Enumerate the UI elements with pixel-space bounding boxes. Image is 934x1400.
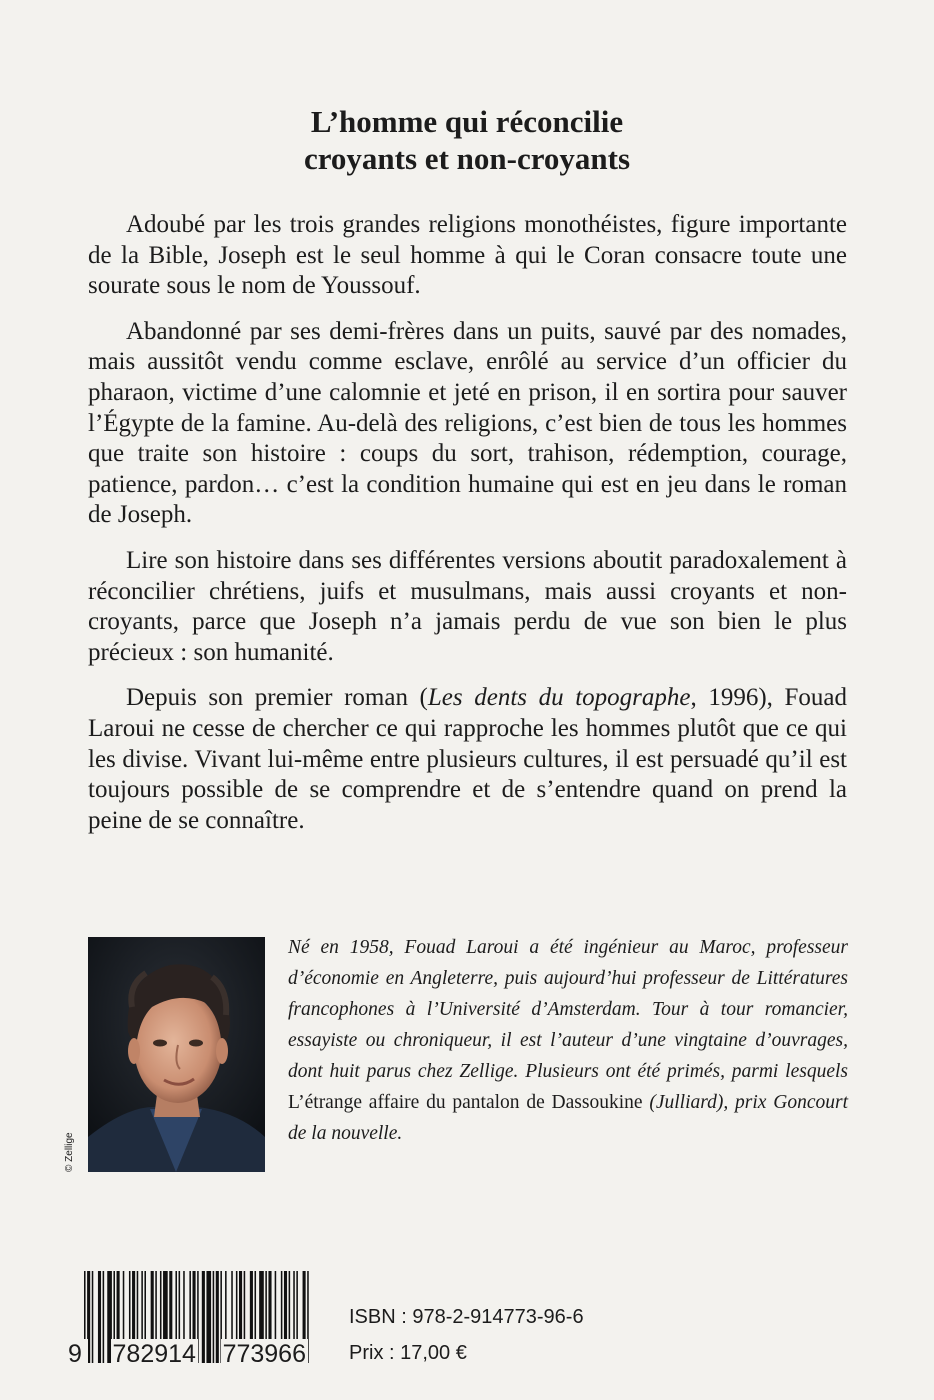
title-line-1: L’homme qui réconcilie — [310, 104, 624, 139]
barcode-digits — [68, 1339, 308, 1369]
paragraph-3: Lire son histoire dans ses différentes versions aboutit paradoxalement à réconcilier chrétiens, juifs et musulmans, mais aussi croyants et non-croyants, parce que Joseph n’a jamais perdu de vue son bien le plus précieux : son humanité. — [88, 546, 847, 666]
paragraph-4-end: , 1996), Fouad Laroui ne cesse de chercher ce qui rapproche les hommes plutôt que ce qui les divise. Vivant lui-même entre plusieurs cultures, il est persuadé qu’il est toujours possible de se comprendre et de s’entendre quand on prend la peine de se connaître. — [88, 684, 847, 834]
bio-text: Né en 1958, Fouad Laroui a été ingénieur au Maroc, professeur d’économie en Angleterre, puis aujourd’hui professeur de Littératures francophones à l’Université d’Amsterdam. Tour à tour romancier, essayiste ou chroniqueur, il est l’auteur d’une vingtaine d’ouvrages, dont huit parus chez Zellige. Plusieurs ont été primés, parmi lesquels — [288, 937, 848, 1082]
bio-book-title: L’étrange affaire du pantalon de Dassoukine — [288, 1092, 643, 1113]
barcode-digit-group-1: 782914 — [112, 1340, 196, 1368]
paragraph-2: Abandonné par ses demi-frères dans un puits, sauvé par des nomades, mais aussitôt vendu comme esclave, enrôlé au service d’un officier du pharaon, victime d’une calomnie et jeté en prison, il en sortira pour sauver l’Égypte de la famine. Au-delà des religions, c’est bien de tous les hommes que traite son histoire : coups du sort, trahison, rédemption, courage, patience, pardon… c’est la condition humaine qui est en jeu dans le roman de Joseph. — [88, 317, 847, 529]
paragraph-4-start: Depuis son premier roman ( — [126, 684, 428, 712]
book-title-italic: Les dents du topographe — [427, 684, 691, 712]
blurb — [88, 210, 847, 836]
title-line-2: croyants et non-croyants — [303, 141, 631, 176]
price: Prix : 17,00 € — [349, 1342, 467, 1364]
barcode-digit-prefix: 9 — [68, 1339, 88, 1369]
bio-text-end: (Julliard), prix Goncourt de la nouvelle. — [288, 1092, 848, 1144]
paragraph-1: Adoubé par les trois grandes religions monothéistes, figure importante de la Bible, Joseph est le seul homme à qui le Coran consacre toute une sourate sous le nom de Youssouf. — [88, 211, 847, 300]
back-cover-title — [0, 103, 934, 177]
isbn: ISBN : 978-2-914773-96-6 — [349, 1306, 584, 1328]
barcode-digit-group-2: 773966 — [222, 1340, 306, 1368]
author-bio — [288, 932, 848, 1149]
paragraph-4 — [88, 683, 847, 836]
author-photo — [88, 937, 265, 1172]
photo-credit: © Zellige — [64, 1132, 75, 1172]
